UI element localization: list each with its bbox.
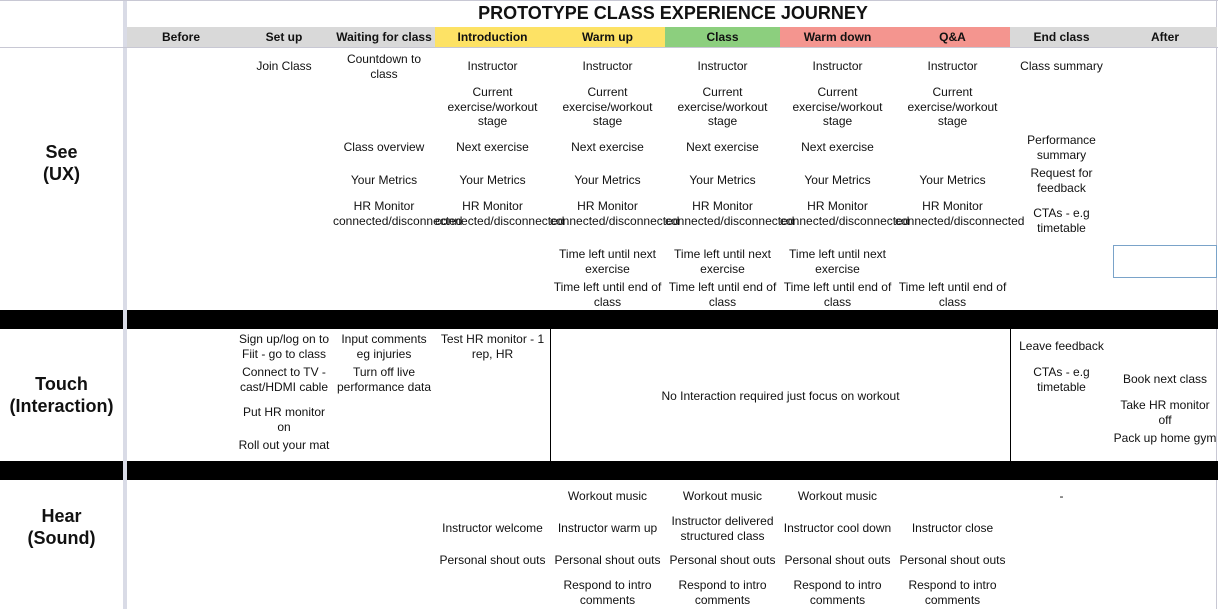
see-warm-down-cell: Your Metrics — [804, 173, 871, 187]
see-class-cell: Instructor — [697, 59, 748, 73]
see-qa-cell: HR Monitor connected/disconnected — [895, 199, 1025, 228]
top-border — [0, 0, 1218, 1]
see-warm-down-cell: Current exercise/workout stage — [792, 85, 883, 128]
selected-empty-cell[interactable] — [1113, 245, 1217, 278]
hear-introduction-cell: Personal shout outs — [439, 553, 546, 567]
see-warm-down-cell: Instructor — [812, 59, 863, 73]
row-separator — [0, 310, 123, 329]
see-waiting-cell: Class overview — [343, 140, 425, 154]
stage-warm-down: Warm down — [780, 27, 895, 47]
row-label-touch-line1: Touch — [35, 374, 88, 394]
hear-warm-down-cell: Workout music — [797, 489, 878, 503]
touch-set-up-cell: Sign up/log on to Fiit - go to class — [238, 332, 330, 361]
see-end-class-cell: Class summary — [1020, 59, 1103, 73]
row-label-see — [0, 141, 123, 185]
hear-class-cell: Personal shout outs — [669, 553, 776, 567]
row-label-hear-line1: Hear — [41, 506, 82, 526]
stage-before: Before — [127, 27, 235, 47]
see-warm-down-cell: Time left until next exercise — [789, 247, 886, 276]
see-class-cell: Next exercise — [686, 140, 759, 154]
see-introduction-cell: Next exercise — [456, 140, 529, 154]
hear-warm-up-cell: Instructor warm up — [557, 521, 658, 535]
header-divider — [0, 47, 1218, 48]
left-column-border — [123, 0, 127, 609]
see-class-cell: Time left until next exercise — [674, 247, 771, 276]
touch-set-up-cell: Connect to TV - cast/HDMI cable — [239, 365, 329, 394]
see-introduction-cell: Current exercise/workout stage — [447, 85, 538, 128]
see-waiting-cell: Your Metrics — [350, 173, 418, 187]
see-waiting-cell: HR Monitor connected/disconnected — [333, 199, 463, 228]
see-introduction-cell: Instructor — [467, 59, 518, 73]
see-warm-up-cell: Current exercise/workout stage — [562, 85, 653, 128]
see-class-cell: Current exercise/workout stage — [677, 85, 768, 128]
hear-introduction-cell: Instructor welcome — [442, 521, 543, 535]
see-qa-cell: Instructor — [927, 59, 978, 73]
touch-after-cell: Take HR monitor off — [1120, 398, 1210, 427]
hear-warm-down-cell: Respond to intro comments — [793, 578, 882, 607]
see-qa-cell: Your Metrics — [919, 173, 986, 187]
see-end-class-cell: Request for feedback — [1030, 166, 1093, 195]
stage-end-class: End class — [1010, 27, 1113, 47]
row-label-touch — [0, 373, 123, 417]
see-warm-up-cell: Instructor — [582, 59, 633, 73]
touch-waiting-cell: Input comments eg injuries — [341, 332, 427, 361]
row-separator — [0, 461, 123, 480]
hear-qa-cell: Personal shout outs — [899, 553, 1006, 567]
touch-waiting-cell: Turn off live performance data — [336, 365, 432, 394]
row-label-hear — [0, 505, 123, 549]
see-warm-up-cell: Time left until end of class — [553, 280, 662, 309]
hear-warm-up-cell: Workout music — [567, 489, 648, 503]
touch-set-up-cell: Roll out your mat — [238, 438, 330, 452]
see-set-up-cell: Join Class — [256, 59, 312, 73]
see-waiting-cell: Countdown to class — [346, 52, 422, 81]
see-class-cell: Your Metrics — [689, 173, 756, 187]
stage-class: Class — [665, 27, 780, 47]
touch-end-class-cell: CTAs - e.g timetable — [1033, 365, 1090, 394]
hear-warm-down-cell: Personal shout outs — [784, 553, 891, 567]
row-label-see-line1: See — [45, 142, 78, 162]
see-class-cell: HR Monitor connected/disconnected — [665, 199, 795, 228]
page-title: PROTOTYPE CLASS EXPERIENCE JOURNEY — [478, 3, 868, 23]
see-warm-up-cell: Your Metrics — [574, 173, 641, 187]
see-qa-cell: Current exercise/workout stage — [907, 85, 998, 128]
see-warm-down-cell: HR Monitor connected/disconnected — [780, 199, 910, 228]
see-warm-down-cell: Time left until end of class — [783, 280, 892, 309]
see-introduction-cell: HR Monitor connected/disconnected — [435, 199, 565, 228]
see-introduction-cell: Your Metrics — [459, 173, 526, 187]
see-class-cell: Time left until end of class — [668, 280, 777, 309]
touch-set-up-cell: Put HR monitor on — [242, 405, 326, 434]
stage-set-up: Set up — [235, 27, 333, 47]
hear-class-cell: Respond to intro comments — [678, 578, 767, 607]
hear-class-cell: Instructor delivered structured class — [671, 514, 774, 543]
stage-introduction: Introduction — [435, 27, 550, 47]
row-separator — [127, 461, 1218, 480]
row-label-see-line2: (UX) — [43, 164, 80, 184]
see-warm-down-cell: Next exercise — [801, 140, 874, 154]
hear-qa-cell: Respond to intro comments — [908, 578, 997, 607]
hear-end-class-cell: - — [1059, 489, 1064, 503]
see-end-class-cell: Performance summary — [1027, 133, 1096, 162]
hear-warm-up-cell: Respond to intro comments — [563, 578, 652, 607]
right-border — [1216, 0, 1217, 609]
see-warm-up-cell: Time left until next exercise — [559, 247, 656, 276]
touch-after-cell: Book next class — [1122, 372, 1208, 386]
stage-waiting: Waiting for class — [333, 27, 435, 47]
touch-workout-merged-cell: No Interaction required just focus on workout — [661, 389, 900, 403]
touch-end-class-cell: Leave feedback — [1019, 339, 1104, 353]
hear-warm-up-cell: Personal shout outs — [554, 553, 661, 567]
stage-after: After — [1113, 27, 1217, 47]
stage-warm-up: Warm up — [550, 27, 665, 47]
row-label-hear-line2: (Sound) — [27, 528, 96, 548]
see-end-class-cell: CTAs - e.g timetable — [1033, 206, 1090, 235]
row-label-touch-line2: (Interaction) — [9, 396, 114, 416]
stage-qa: Q&A — [895, 27, 1010, 47]
row-separator — [127, 310, 1218, 329]
hear-qa-cell: Instructor close — [911, 521, 994, 535]
see-warm-up-cell: Next exercise — [571, 140, 644, 154]
touch-after-cell: Pack up home gym — [1113, 431, 1217, 445]
see-qa-cell: Time left until end of class — [898, 280, 1007, 309]
hear-warm-down-cell: Instructor cool down — [783, 521, 892, 535]
touch-introduction-cell: Test HR monitor - 1 rep, HR — [440, 332, 545, 361]
hear-class-cell: Workout music — [682, 489, 763, 503]
see-warm-up-cell: HR Monitor connected/disconnected — [550, 199, 680, 228]
